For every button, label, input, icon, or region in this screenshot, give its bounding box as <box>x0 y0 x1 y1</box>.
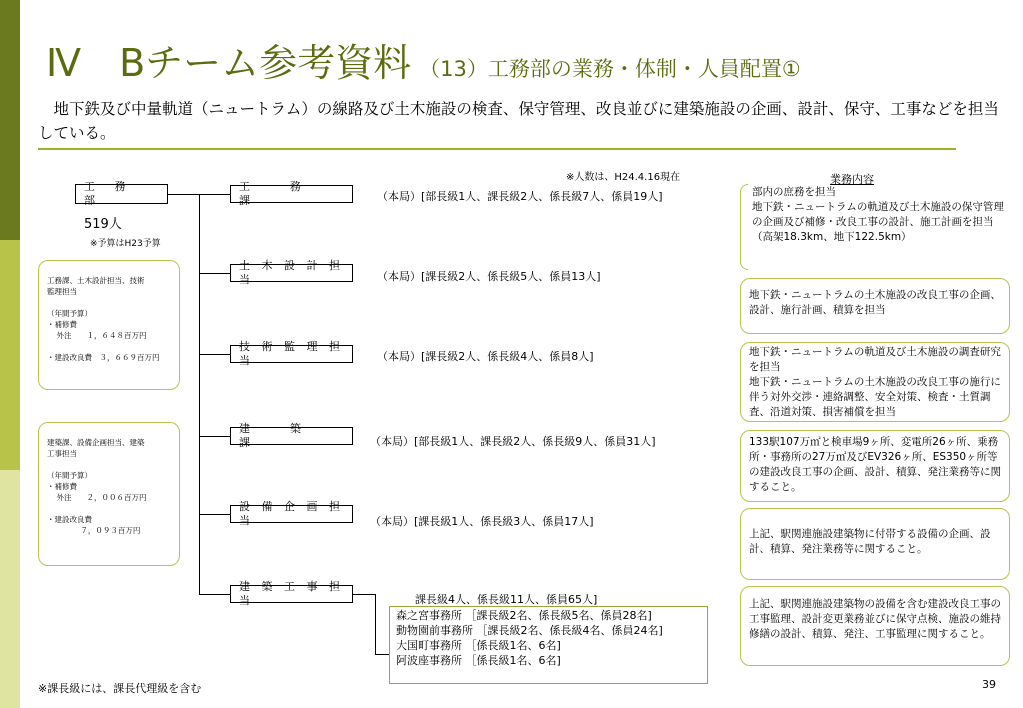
duty-koumu: 部内の庶務を担当 地下鉄・ニュートラムの軌道及び土木施設の保守管理の企画及び補修・改良工事の設計、施工計画を担当（高架18.3km、地下122.5km） <box>752 186 1004 243</box>
duty-heading: 業務内容 <box>830 173 874 186</box>
staff-kenchiku: （本局）[部長級1人、課長級2人、係長級9人、係員31人] <box>370 435 656 448</box>
connector-trunk <box>199 194 200 594</box>
duty-doboku: 地下鉄・ニュートラムの土木施設の改良工事の企画、設計、施行計画、積算を担当 <box>740 278 1010 334</box>
staff-gijutsu: （本局）[課長級2人、係長級4人、係員8人] <box>377 350 594 363</box>
office-item: 阿波座事務所 ［係長級1名、6名] <box>396 654 561 667</box>
budget-box-1: 工務課、土木設計担当、技術 監理担当 （年間予算） ・補修費 外注 １，６４８百万円 ・建設改良費 ３，６６９百万円 <box>38 260 180 390</box>
connector-line <box>199 594 230 595</box>
connector-line <box>199 273 230 274</box>
connector-line <box>353 594 375 595</box>
duty-kenchiku-kouji: 上記、駅関連施設建築物の設備を含む建設改良工事の工事監理、設計変更業務並びに保守点検、施設の維持修繕の設計、積算、発注、工事監理に関すること。 <box>740 586 1010 666</box>
connector-line <box>199 514 230 515</box>
staff-doboku: （本局）[課長級2人、係長級5人、係員13人] <box>377 270 601 283</box>
office-item: 動物園前事務所 ［課長級2名、係長級4名、係員24名] <box>396 624 663 637</box>
page-number: 39 <box>982 678 996 691</box>
section-box-kenchiku-kouji: 建 築 工 事 担 当 <box>230 585 353 603</box>
section-box-doboku: 土 木 設 計 担 当 <box>230 264 353 282</box>
duty-kenchiku: 133駅107万㎡と検車場9ヶ所、変電所26ヶ所、乗務所・事務所の27万㎡及びEV326ヶ所、ES350ヶ所等の建設改良工事の企画、設計、積算、発注業務等に関すること。 <box>740 430 1010 502</box>
section-box-gijutsu: 技 術 監 理 担 当 <box>230 345 353 363</box>
left-accent-stripe-light <box>0 470 20 708</box>
office-item: 大国町事務所 ［係長級1名、6名] <box>396 639 561 652</box>
title-main: Ⅳ Bチーム参考資料 <box>46 41 412 85</box>
office-list <box>389 606 708 684</box>
intro-text: 地下鉄及び中量軌道（ニュートラム）の線路及び土木施設の検査、保守管理、改良並びに建築施設の企画、設計、保守、工事などを担当している。 <box>38 100 999 142</box>
staff-kenchiku-kouji: 課長級4人、係長級11人、係員65人] <box>415 593 598 606</box>
connector-line <box>199 354 230 355</box>
budget-box-2: 建築課、設備企画担当、建築 工事担当 （年間予算） ・補修費 外注 ２，００６百万円 ・建設改良費 ７，０９３百万円 <box>38 422 180 566</box>
connector-line <box>375 654 389 655</box>
staff-setsubi: （本局）[課長級1人、係長級3人、係員17人] <box>370 515 594 528</box>
office-item: 森之宮事務所 ［課長級2名、係長級5名、係員28名] <box>396 609 652 622</box>
staff-koumu: （本局）[部長級1人、課長級2人、係長級7人、係員19人] <box>377 190 663 203</box>
title-divider <box>38 148 956 150</box>
section-box-setsubi: 設 備 企 画 担 当 <box>230 505 353 523</box>
section-box-koumu: 工 務 課 <box>230 185 353 203</box>
connector-line <box>375 594 376 654</box>
department-total: 519人 <box>84 217 122 232</box>
headcount-note: ※人数は、H24.4.16現在 <box>566 172 681 183</box>
section-box-kenchiku: 建 築 課 <box>230 427 353 445</box>
slide-title <box>46 40 801 92</box>
budget-note: ※予算はH23予算 <box>90 239 161 249</box>
department-box: 工 務 部 <box>75 184 168 204</box>
title-sub: （13）工務部の業務・体制・人員配置① <box>419 57 801 81</box>
duty-setsubi: 上記、駅関連施設建築物に付帯する設備の企画、設計、積算、発注業務等に関すること。 <box>740 508 1010 580</box>
duty-gijutsu: 地下鉄・ニュートラムの軌道及び土木施設の調査研究を担当 地下鉄・ニュートラムの土木施設の改良工事の施行に伴う対外交渉・連絡調整、安全対策、検査・土質調査、沿道対策、損害補償を担当 <box>740 342 1010 422</box>
connector-line <box>199 436 230 437</box>
footnote: ※課長級には、課長代理級を含む <box>38 682 202 695</box>
